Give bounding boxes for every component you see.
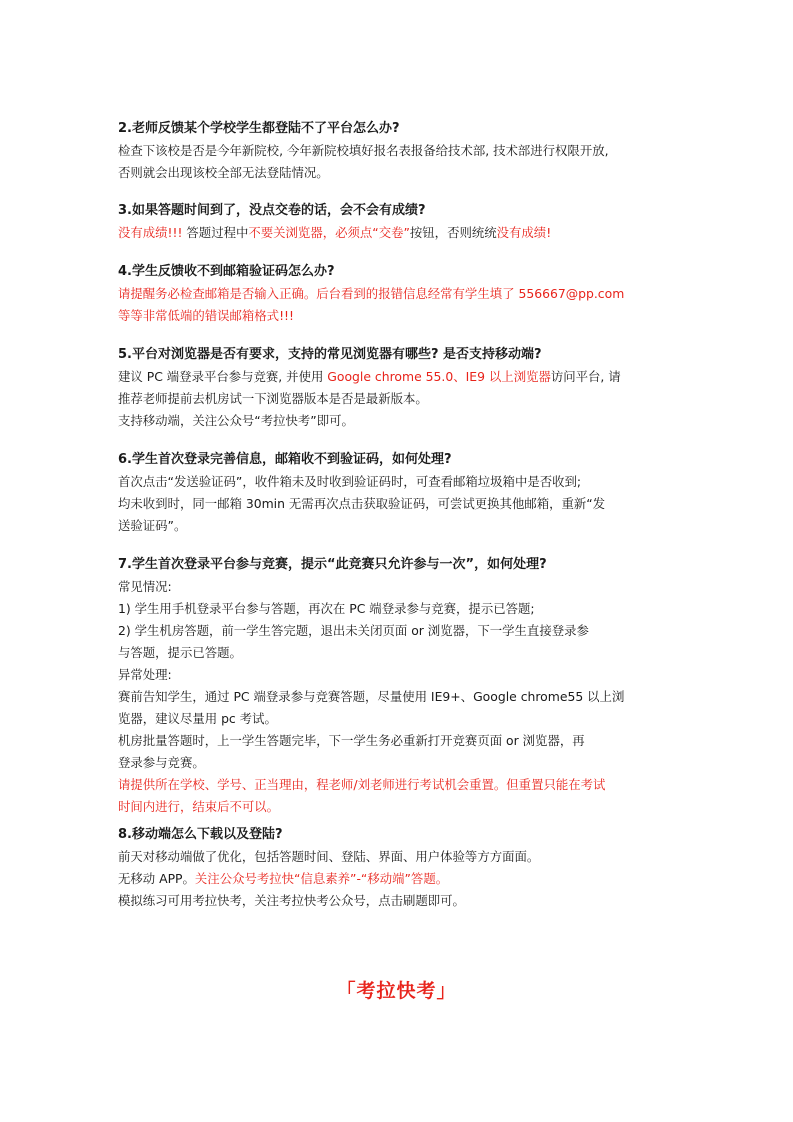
highlight-text: 没有成绩!!! bbox=[118, 225, 183, 240]
answer-line bbox=[118, 222, 678, 244]
highlight-text: 没有成绩! bbox=[496, 225, 552, 240]
answer-line bbox=[118, 868, 678, 890]
answer-line: 否则就会出现该校全部无法登陆情况。 bbox=[118, 165, 329, 180]
answer-line: 首次点击“发送验证码”，收件箱未及时收到验证码时，可查看邮箱垃圾箱中是否收到; bbox=[118, 474, 582, 489]
answer-line: 检查下该校是否是今年新院校, 今年新院校填好报名表报备给技术部, 技术部进行权限开放, bbox=[118, 143, 609, 158]
highlight-text: 关注公众号考拉快“信息素养”-“移动端”答题。 bbox=[194, 871, 449, 886]
question-heading: 3.如果答题时间到了，没点交卷的话，会不会有成绩? bbox=[118, 203, 426, 218]
faq-section-3 bbox=[118, 200, 678, 244]
question-heading: 4.学生反馈收不到邮箱验证码怎么办? bbox=[118, 264, 335, 279]
answer-line: 赛前告知学生，通过 PC 端登录参与竞赛答题，尽量使用 IE9+、Google chrome55 以上浏 bbox=[118, 689, 625, 704]
brand-footer: 「考拉快考」 bbox=[336, 980, 457, 1002]
faq-section-2 bbox=[118, 118, 678, 184]
faq-section-5 bbox=[118, 344, 678, 432]
question-heading: 6.学生首次登录完善信息，邮箱收不到验证码，如何处理? bbox=[118, 452, 452, 467]
answer-line bbox=[118, 366, 678, 388]
answer-text: 答题过程中 bbox=[182, 225, 249, 240]
answer-line: 请提醒务必检查邮箱是否输入正确。后台看到的报错信息经常有学生填了 556667@pp.com bbox=[118, 286, 625, 301]
faq-section-7 bbox=[118, 554, 678, 818]
answer-text: 按钮，否则统统 bbox=[409, 225, 497, 240]
faq-section-6 bbox=[118, 449, 678, 537]
question-heading: 8.移动端怎么下载以及登陆? bbox=[118, 827, 283, 842]
answer-line: 均未收到时，同一邮箱 30min 无需再次点击获取验证码，可尝试更换其他邮箱，重新“发 bbox=[118, 496, 606, 511]
question-heading: 7.学生首次登录平台参与竞赛，提示“此竞赛只允许参与一次”，如何处理? bbox=[118, 557, 547, 572]
answer-line: 模拟练习可用考拉快考，关注考拉快考公众号，点击刷题即可。 bbox=[118, 893, 465, 908]
answer-line: 览器，建议尽量用 pc 考试。 bbox=[118, 711, 277, 726]
answer-line: 登录参与竞赛。 bbox=[118, 755, 205, 770]
answer-line: 2) 学生机房答题，前一学生答完题，退出未关闭页面 or 浏览器，下一学生直接登录参 bbox=[118, 623, 589, 638]
answer-line: 与答题，提示已答题。 bbox=[118, 645, 242, 660]
answer-text: 无移动 APP。 bbox=[118, 871, 195, 886]
highlight-text: Google chrome 55.0、IE9 以上浏览器 bbox=[327, 369, 551, 384]
answer-line: 时间内进行，结束后不可以。 bbox=[118, 799, 280, 814]
answer-line: 支持移动端，关注公众号“考拉快考”即可。 bbox=[118, 413, 354, 428]
question-heading: 2.老师反馈某个学校学生都登陆不了平台怎么办? bbox=[118, 121, 400, 136]
answer-line: 机房批量答题时，上一学生答题完毕，下一学生务必重新打开竞赛页面 or 浏览器，再 bbox=[118, 733, 585, 748]
answer-line: 常见情况: bbox=[118, 579, 172, 594]
answer-line: 等等非常低端的错误邮箱格式!!! bbox=[118, 308, 294, 323]
highlight-text: 不要关浏览器，必须点“交卷” bbox=[248, 225, 410, 240]
faq-section-8 bbox=[118, 824, 678, 912]
answer-line: 送验证码”。 bbox=[118, 518, 187, 533]
answer-line: 推荐老师提前去机房试一下浏览器版本是否是最新版本。 bbox=[118, 391, 428, 406]
question-heading: 5.平台对浏览器是否有要求，支持的常见浏览器有哪些? 是否支持移动端? bbox=[118, 347, 542, 362]
answer-text: 建议 PC 端登录平台参与竞赛, 并使用 bbox=[118, 369, 328, 384]
answer-line: 前天对移动端做了优化，包括答题时间、登陆、界面、用户体验等方方面面。 bbox=[118, 849, 540, 864]
answer-line: 1) 学生用手机登录平台参与答题，再次在 PC 端登录参与竞赛，提示已答题; bbox=[118, 601, 535, 616]
answer-line: 请提供所在学校、学号、正当理由，程老师/刘老师进行考试机会重置。但重置只能在考试 bbox=[118, 777, 606, 792]
answer-text: 访问平台, 请 bbox=[550, 369, 621, 384]
faq-section-4 bbox=[118, 261, 678, 327]
answer-line: 异常处理: bbox=[118, 667, 172, 682]
